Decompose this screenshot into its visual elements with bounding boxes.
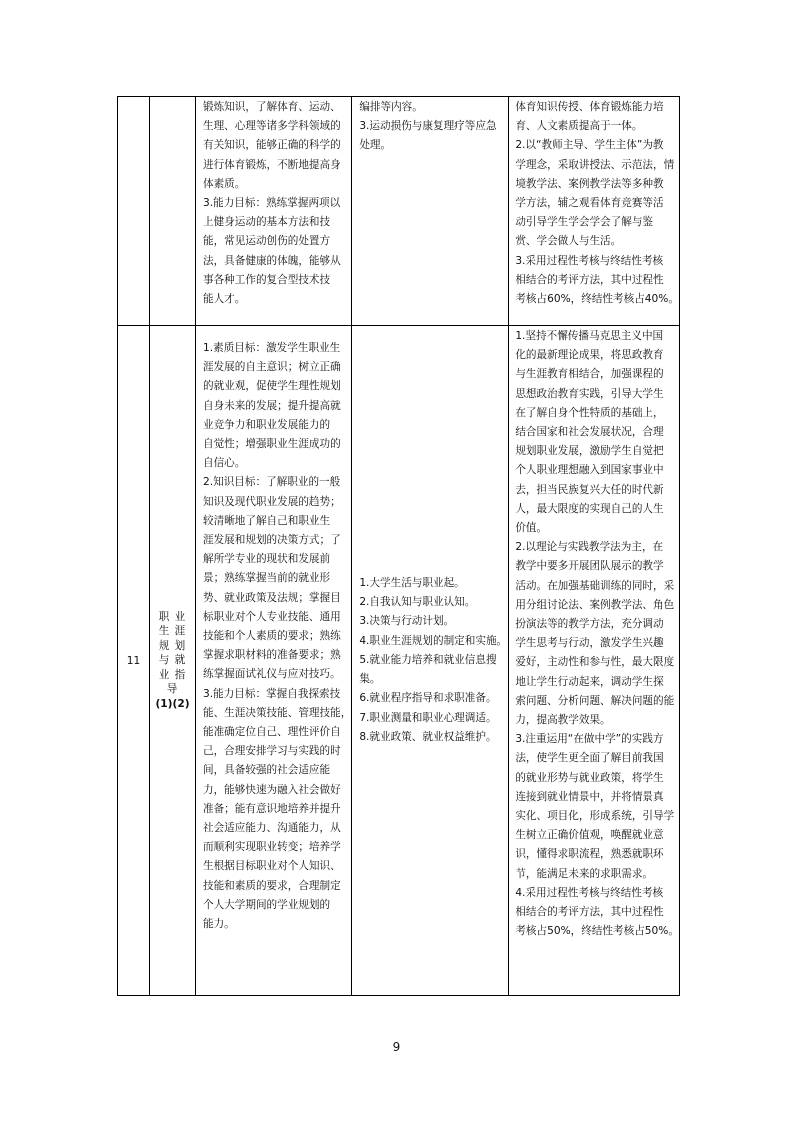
text-line: 境教学法、案例教学法等多种教 [515, 177, 664, 190]
text-line: 个人职业理想融入到国家事业中 [515, 464, 664, 477]
text-line: 生根据目标职业对个人知识、 [203, 860, 341, 873]
text-line: 生理、心理等诸多学科领域的 [203, 120, 341, 133]
text-line: 业竞争力和职业发展能力的 [203, 418, 331, 431]
text-line: 准备；能有意识地培养并提升 [203, 802, 341, 815]
text-line: 锻炼知识，了解体育、运动、 [203, 101, 341, 113]
text-line: 规划职业发展，激励学生自觉把 [515, 445, 664, 458]
text-line: 集。 [359, 673, 381, 686]
text-line: 思想政治教育实践，引导大学生 [515, 387, 664, 400]
course-number-cell [118, 97, 150, 326]
course-name-line: 职 业 [158, 610, 187, 623]
course-name-cell [150, 326, 196, 996]
text-line: 涯发展和规划的决策方式；了 [203, 534, 341, 547]
course-number-cell [118, 326, 150, 996]
text-line: 考核占50%，终结性考核占50%。 [515, 925, 679, 938]
text-line: 1.大学生活与职业起。 [359, 577, 465, 590]
teaching-method-text [515, 97, 679, 309]
teaching-method-cell [509, 97, 680, 326]
text-line: 力，能够快速为融入社会做好 [203, 783, 341, 796]
text-line: 结合国家和社会发展状况，合理 [515, 426, 664, 439]
text-line: 2.知识目标：了解职业的一般 [203, 476, 341, 489]
text-line: 活动。在加强基础训练的同时，采 [515, 579, 675, 592]
text-line: 学生思考与行动，激发学生兴趣 [515, 637, 664, 650]
text-line: 实化、项目化，形成系统，引导学 [515, 810, 675, 823]
course-content-cell [352, 97, 509, 326]
text-line: 自身未来的发展；提升提高就 [203, 399, 341, 412]
text-line: 考核占60%，终结性考核占40%。 [515, 293, 679, 306]
text-line: 赏、学会做人与生活。 [515, 235, 622, 248]
text-line: 而顺利实现职业转变；培养学 [203, 841, 341, 854]
text-line: 3.采用过程性考核与终结性考核 [515, 254, 664, 267]
text-line: 技能和素质的要求，合理制定 [203, 879, 341, 892]
text-line: 能准确定位自己、理性评价自 [203, 726, 341, 739]
teaching-method-text [515, 326, 679, 942]
course-goals-cell [196, 326, 352, 996]
text-line: 法，具备健康的体魄，能够从 [203, 254, 341, 267]
table-row [118, 326, 680, 996]
text-line: 自信心。 [203, 457, 246, 470]
course-content-cell [352, 326, 509, 996]
text-line: 进行体育锻炼，不断地提高身 [203, 158, 341, 171]
text-line: 较清晰地了解自己和职业生 [203, 514, 331, 527]
text-line: 涯发展的自主意识；树立正确 [203, 361, 341, 374]
text-line: 4.职业生涯规划的制定和实施。 [359, 634, 508, 647]
course-name [150, 610, 195, 712]
text-line: 8.就业政策、就业权益维护。 [359, 730, 497, 743]
text-line: 生树立正确价值观，唤醒就业意 [515, 829, 664, 842]
text-line: 地让学生行动起来，调动学生探 [515, 675, 664, 688]
text-line: 处理。 [359, 139, 392, 152]
text-line: 的就业观，促使学生理性规划 [203, 380, 341, 393]
text-line: 事各种工作的复合型技术技 [203, 273, 331, 286]
course-name-line: 导 [166, 683, 179, 696]
course-name-cell [150, 97, 196, 326]
text-line: 能力。 [203, 918, 235, 931]
text-line: 自觉性；增强职业生涯成功的 [203, 438, 341, 451]
course-content-text [359, 97, 508, 156]
text-line: 7.职业测量和职业心理调适。 [359, 711, 497, 724]
text-line: 教学中要多开展团队展示的教学 [515, 560, 664, 573]
text-line: 在了解自身个性特质的基础上， [515, 406, 664, 419]
text-line: 练掌握面试礼仪与应对技巧。 [203, 668, 341, 681]
text-line: 育、人文素质提高于一体。 [515, 120, 643, 133]
curriculum-table [117, 96, 680, 996]
text-line: 1.坚持不懈传播马克思主义中国 [515, 330, 664, 342]
text-line: 己，合理安排学习与实践的时 [203, 745, 341, 758]
course-number: 11 [126, 654, 141, 667]
text-line: 节，能满足未来的求职需求。 [515, 867, 654, 880]
course-name-line: 生 涯 [158, 625, 187, 638]
text-line: 间，具备较强的社会适应能 [203, 764, 331, 777]
text-line: 2.自我认知与职业认知。 [359, 596, 476, 609]
text-line: 爱好，主动性和参与性，最大限度 [515, 656, 675, 669]
text-line: 3.决策与行动计划。 [359, 615, 455, 628]
text-line: 6.就业程序指导和求职准备。 [359, 692, 497, 705]
text-line: 识，懂得求职流程，熟悉就职环 [515, 848, 664, 861]
text-line: 4.采用过程性考核与终结性考核 [515, 886, 664, 899]
text-line: 掌握求职材料的准备要求；熟 [203, 649, 341, 662]
text-line: 2.以“教师主导、学生主体”为教 [515, 139, 664, 152]
text-line: 1.素质目标：激发学生职业生 [203, 342, 341, 354]
text-line: 能、生涯决策技能、管理技能， [203, 706, 352, 719]
text-line: 化的最新理论成果，将思政教育 [515, 349, 664, 362]
text-line: 知识及现代职业发展的趋势； [203, 495, 341, 508]
text-line: 社会适应能力、沟通能力，从 [203, 822, 341, 835]
table-row [118, 97, 680, 326]
text-line: 解所学专业的现状和发展前 [203, 553, 331, 566]
text-line: 人，最大限度的实现自己的人生 [515, 502, 664, 515]
text-line: 的就业形势与就业政策，将学生 [515, 771, 664, 784]
text-line: 相结合的考评方法，其中过程性 [515, 273, 664, 286]
text-line: 价值。 [515, 522, 548, 535]
text-line: 上健身运动的基本方法和技 [203, 216, 331, 229]
text-line: 能，常见运动创伤的处置方 [203, 235, 331, 248]
text-line: 相结合的考评方法，其中过程性 [515, 906, 664, 919]
course-name-line: 与 就 [158, 654, 187, 667]
text-line: 3.注重运用“在做中学”的实践方 [515, 733, 664, 746]
text-line: 与生涯教育相结合，加强课程的 [515, 368, 664, 381]
text-line: 学理念，采取讲授法、示范法，情 [515, 158, 675, 171]
text-line: 标职业对个人专业技能、通用 [203, 610, 341, 623]
text-line: 扮演法等的教学方法，充分调动 [515, 618, 664, 631]
text-line: 用分组讨论法、案例教学法、角色 [515, 598, 675, 611]
course-content-text [359, 574, 508, 747]
course-goals-cell [196, 97, 352, 326]
page-number: 9 [392, 1040, 401, 1054]
course-name-line: 业 指 [158, 668, 187, 681]
text-line: 体素质。 [203, 177, 246, 190]
text-line: 去，担当民族复兴大任的时代新 [515, 483, 664, 496]
text-line: 连接到就业情景中，并将情景真 [515, 790, 664, 803]
text-line: 编排等内容。 [359, 101, 423, 113]
course-name-line: 规 划 [158, 639, 187, 652]
text-line: 法，使学生更全面了解目前我国 [515, 752, 664, 765]
course-goals-text [203, 97, 351, 309]
course-code: (1)(2) [155, 697, 190, 710]
text-line: 3.运动损伤与康复理疗等应急 [359, 120, 497, 133]
text-line: 个人大学期间的学业规划的 [203, 898, 331, 911]
text-line: 索问题、分析问题、解决问题的能 [515, 694, 675, 707]
text-line: 2.以理论与实践教学法为主，在 [515, 541, 664, 554]
text-line: 5.就业能力培养和就业信息搜 [359, 653, 497, 666]
text-line: 3.能力目标：掌握自我探索技 [203, 687, 341, 700]
teaching-method-cell [509, 326, 680, 996]
course-goals-text [203, 326, 351, 934]
text-line: 动引导学生学会学会了解与鉴 [515, 216, 654, 229]
text-line: 体育知识传授、体育锻炼能力培 [515, 101, 664, 113]
text-line: 景；熟练掌握当前的就业形 [203, 572, 331, 585]
text-line: 有关知识，能够正确的科学的 [203, 139, 341, 152]
text-line: 力，提高教学效果。 [515, 714, 611, 727]
text-line: 3.能力目标：熟练掌握两项以 [203, 197, 341, 210]
text-line: 技能和个人素质的要求；熟练 [203, 630, 341, 643]
text-line: 势、就业政策及法规；掌握目 [203, 591, 341, 604]
text-line: 学方法，辅之观看体育竞赛等活 [515, 197, 664, 210]
text-line: 能人才。 [203, 293, 246, 306]
